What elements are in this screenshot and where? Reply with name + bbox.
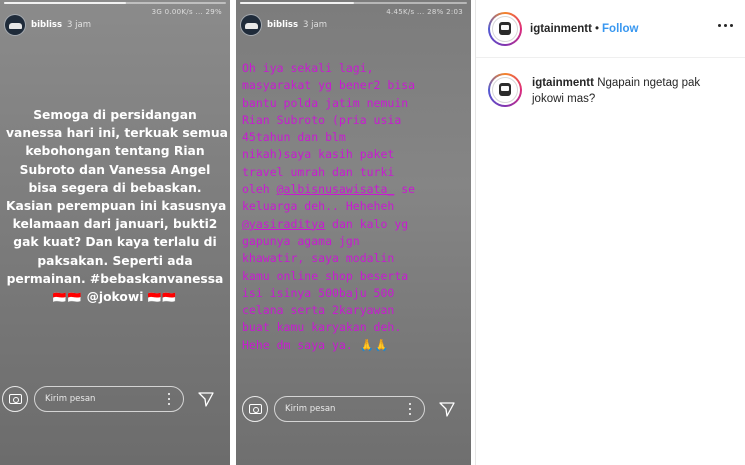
caption-line: Subroto dan Vanessa Angel <box>19 162 211 177</box>
caption-line: bantu polda jatim nemuin <box>242 95 409 110</box>
caption-line: khawatir, saya modalin <box>242 251 395 266</box>
send-message-input[interactable] <box>274 396 425 422</box>
story-avatar[interactable] <box>240 14 262 36</box>
story-time: 3 jam <box>303 20 327 30</box>
indonesia-flag-icon: 🇮🇩🇮🇩 <box>52 291 83 305</box>
caption-line: Semoga di persidangan <box>33 108 197 122</box>
avatar-icon[interactable] <box>488 12 522 46</box>
caption-line: travel umrah dan turki <box>242 164 395 179</box>
send-message-placeholder: Kirim pesan <box>285 404 336 414</box>
caption-line: @yasiraditya dan kalo yg <box>242 216 409 231</box>
caption-line: gapunya agama jgn <box>242 233 360 248</box>
post-username[interactable]: igtainmentt <box>530 22 592 35</box>
caption-line: bisa segera di bebaskan. <box>28 180 202 195</box>
post-header <box>476 0 745 58</box>
story-progress-bar <box>4 2 226 4</box>
story-panel-1[interactable] <box>0 0 230 465</box>
mention-jokowi[interactable]: @jokowi <box>86 290 144 305</box>
caption-line: celana serta 2karyawan <box>242 303 395 318</box>
send-message-input[interactable] <box>34 386 184 412</box>
caption-line: keluarga deh.. Heheheh <box>242 199 395 214</box>
mention-link[interactable]: @albisnusawisata_ <box>276 182 395 197</box>
more-options-icon[interactable] <box>168 393 171 405</box>
caption-line: 45tahun dan blm <box>242 130 346 145</box>
story-time: 3 jam <box>67 20 91 30</box>
caption-line: Kasian perempuan ini kasusnya <box>6 199 227 214</box>
camera-icon[interactable] <box>242 396 268 422</box>
mention-link[interactable]: @yasiraditya <box>242 216 326 231</box>
caption-line: paksakan. Seperti ada <box>37 253 193 268</box>
caption-line: permainan. #bebaskanvanessa <box>6 271 224 286</box>
caption-line: Hehe dm saya ya. 🙏🙏 <box>242 337 389 352</box>
status-bar: 4.45K/s ... 28% 2:03 <box>386 8 463 16</box>
caption-line: vanessa hari ini, terkuak semua <box>6 126 228 141</box>
separator-dot: • <box>594 22 600 35</box>
caption-line: kelamaan dari januari, bukti2 <box>12 217 218 232</box>
caption-line: Rian Subroto (pria usia <box>242 112 402 127</box>
caption-line: isi isinya 500baju 500 <box>242 285 395 300</box>
send-message-placeholder: Kirim pesan <box>45 394 96 404</box>
story-username[interactable]: bibliss <box>267 20 299 30</box>
caption-line: oleh @albisnusawisata_ se <box>242 182 416 197</box>
send-icon[interactable] <box>435 397 459 421</box>
caption-line: Oh iya sekali lagi, <box>242 61 374 75</box>
comment-username[interactable]: igtainmentt <box>532 77 594 89</box>
indonesia-flag-icon: 🇮🇩🇮🇩 <box>147 291 178 305</box>
more-options-icon[interactable] <box>409 403 412 415</box>
story-caption <box>0 106 230 307</box>
post-panel <box>475 0 745 465</box>
caption-line: kebohongan tentang Rian <box>25 144 205 159</box>
follow-button[interactable]: Follow <box>602 22 639 35</box>
story-caption <box>242 60 471 354</box>
reply-bar <box>0 386 230 412</box>
reply-bar <box>236 396 471 422</box>
caption-line: kamu online shop beserta <box>242 268 409 283</box>
story-panel-2[interactable] <box>236 0 471 465</box>
story-header <box>4 14 91 36</box>
status-bar: 3G 0.00K/s ... 29% <box>151 8 222 16</box>
more-options-icon[interactable] <box>718 24 733 27</box>
caption-line: nikah)saya kasih paket <box>242 147 395 162</box>
story-avatar[interactable] <box>4 14 26 36</box>
caption-line: gak kuat? Dan kaya terlalu di <box>13 235 217 250</box>
caption-line: masyarakat yg bener2 bisa <box>242 78 416 93</box>
story-username[interactable]: bibliss <box>31 20 63 30</box>
camera-icon[interactable] <box>2 386 28 412</box>
story-progress-bar <box>240 2 467 4</box>
comment-text <box>532 75 722 107</box>
comment <box>488 73 735 107</box>
send-icon[interactable] <box>194 387 218 411</box>
avatar-icon[interactable] <box>488 73 522 107</box>
story-header <box>240 14 327 36</box>
comment-body: Ngapain ngetag pak jokowi mas? <box>532 77 701 105</box>
caption-line-mention <box>6 288 224 307</box>
caption-line: buat kamu karyakan deh. <box>242 320 402 335</box>
